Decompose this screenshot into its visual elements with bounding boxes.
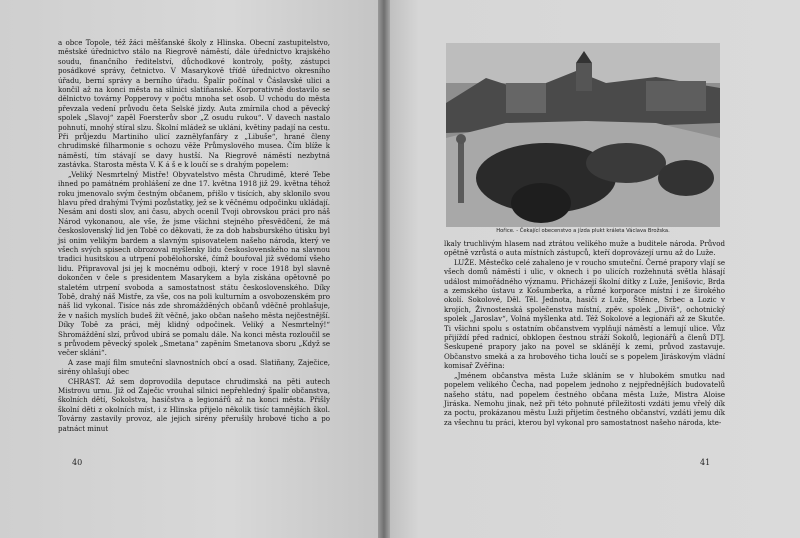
left-paragraph-1: a obce Topole, též žáci měšťanské školy z Hlinska. Obecní zastupitelstvo, městské úřednictvo stálo na Riegrově náměstí, dále úřednictvo krajského soudu, finančního ředitelství, důchodkové kontroly, pošty, zástupci posádkové správy, četnictvo. V Masarykově třídě úřednictvo okresního úřadu, berní správy a berního úřadu. Špalír počínal v Čáslavské ulici a končil až na konci města na silnici slatiňanské. Korporativně dostavilo se dělnictvo továrny Popperovy v počtu mnoha set osob. U vchodu do města převzala vedení průvodu četa Selské jízdy. Auta zmírnila chod a pěvecký spolek „Slavoj“ zapěl Foersterův sbor „Z osudu rukou“. V davech nastalo pohnutí, mnohý stíral slzu. Školní mládež se ukláni, květiny padají na cestu. Při průjezdu Martiniho ulicí zaznělyfanfáry z „Libuše“, hrané členy chrudimské filharmonie s ochozu věže Průmyslového musea. Čím blíže k náměstí, tím stávají se davy hustší. Na Riegrově náměstí nezbytná zastávka. Starosta města V. K á š e k loučí se s drahým popelem: (58, 38, 330, 170)
left-text-column (58, 38, 330, 433)
square-crowd-illustration (446, 43, 720, 227)
right-paragraph-3: „Jménem občanstva města Luže skláním se v hlubokém smutku nad popelem velikého Čecha, nad popelem jednoho z nejpřednějších budovatelů našeho státu, nad popelem čestného občana města Luže, Mistra Aloise Jiráska. Nemohu jinak, než při této pohnuté příležitosti vzdáti jemu vřelý dík za poctu, prokázanou městu Luži přijetím čestného občanství, vzdáti jemu dík za všechnu tu práci, kterou byl vykonal pro samostatnost našeho národa, kte- (444, 370, 725, 427)
parade-photo (446, 43, 720, 227)
photo-caption: Hořice. - Čekající obecenstvo a jízda plukt králeta Václava Brožska. (496, 228, 670, 234)
left-paragraph-4: CHRAST. Až sem doprovodila deputace chrudimská na pěti autech Mistrovu urnu. Již od Zaječic vrouhal silnici nepřehledný špalír občanstva, školních dětí, Sokolstva, hasičstva a legionářů až na konci města. Přišly školní děti z okolních míst, i z Hlinska přijelo několik tisíc tamnějších škol. Továrny zastavily provoz, ale jejich sirény přerušily hrobové ticho a po patnáct minut (58, 376, 330, 433)
left-paragraph-3: A zase mají film smuteční slavnostních obcí a osad. Slatiňany, Zaječice, sirény ohlašují obec (58, 357, 330, 377)
book-gutter (378, 0, 390, 538)
right-paragraph-1: lkaly truchlivým hlasem nad ztrátou velikého muže a buditele národa. Průvod opětně vzrůstá o auta místních zástupců, kteří doprovázejí urnu až do Luže. (444, 239, 725, 258)
right-paragraph-2: LUŽE. Městečko celé zahaleno je v roucho smuteční. Černé prapory vlají se všech domů náměstí i ulic, v oknech i po ulicích rozžehnutá světla hlásají událost mimořádného významu. Přicházejí školní dítky z Luže, Jenišovic, Brda a zemského ústavu z Košumberka, a různé korporace místní i ze širokého okolí. Sokolové, Děl. Těl. Jednota, hasiči z Luže, Štěnce, Srbec a Lozic v krojích, Živnostenská společenstva místní, zpěv. spolek „Divíš“, ochotnický spolek „Jaroslav“, Volná myšlenka atd. Též Sokolové a legionáři až ze Skutče. Ti všichni spolu s ostatním občanstvem vyplňují náměstí a lemují ulice. Vůz přijíždí před radnicí, obklopen čestnou stráží Sokolů, legionářů a členů DTJ. Seskupené prapory jako na povel se sklánějí k zemi, průvod zastavuje. Občanstvo smeká a za hrobového ticha loučí se s popelem Jiráskovým vládní komisař Zvěřina: (444, 257, 725, 371)
right-text-column (444, 239, 725, 427)
left-paragraph-2: „Veliký Nesmrtelný Mistře! Obyvatelstvo města Chrudimě, které Tebe ihned po památném prohlášení ze dne 17. května 1918 již 29. května téhož roku jmenovalo svým čestným občanem, přišlo v tisících, aby sklonilo svou hlavu před drahými Tvými pozůstatky, jež se k věčnému odpočinku ukládají. Nesám ani dosti slov, ani času, abych ocenil Tvoji obrovskou práci pro náš Národ vykonanou, ale vše, že jsme všichni stejného přesvědčení, že má československý lid jen Tobě co děkovati, že za dob habsburského útisku byl jsi onim velikým bardem a slavným spisovatelem našeho národa, který ve všech svých spisech obrozoval myšlenky lidu československého na slavnou tradici husitskou a utrpení pobělohorské, čímž bouřoval již svědomí všeho lidu. Připravoval jsi jej k mocnému odboji, který v roce 1918 byl slavně dokončen v čele s presidentem Masarykem a byla získána opětovně po staletém utrpení svoboda a samostatnost státu československého. Díky Tobě, drahý náš Mistře, za vše, cos na poli kulturním a osvobozenském pro náš lid vykonal. Tisíce nás zde shromážděných občanů vděčně prohlašuje, že v našich myslích budeš žít věčně, jako občan našeho města nejčestnější. Díky Tobě za práci, měj klidný odpočinek. Veliký a Nesmrtelný!“ Shromáždění slzí, průvod ubírá se pomalu dále. Na konci města rozloučil se s průvodem pěvecký spolek „Smetana“ zapěním Smetanova sboru „Když se večer skláni“. (58, 169, 330, 358)
right-page-number: 41 (700, 458, 711, 467)
left-page-number: 40 (72, 458, 83, 467)
